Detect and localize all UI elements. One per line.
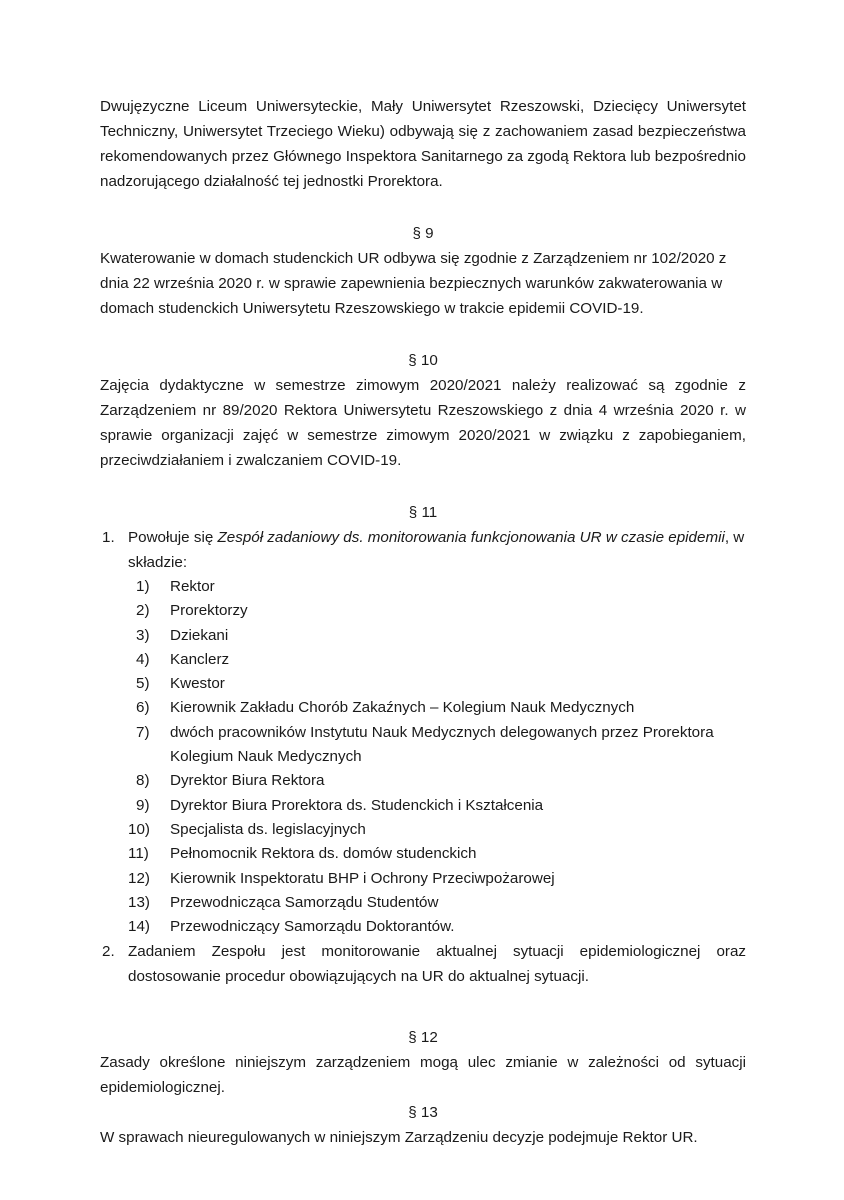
item-number: 4) (136, 650, 150, 668)
item-number: 2) (136, 602, 150, 620)
item-text: Kanclerz (170, 650, 230, 668)
point-number: 2. (102, 943, 115, 961)
item-number: 6) (136, 699, 150, 717)
section-10-text: Zajęcia dydaktyczne w semestrze zimowym 2020/2021 należy realizować są zgodnie z Zarządzeniem nr 89/2020 Rektora Uniwersytetu Rzeszowskiego z dnia 4 września 2020 r. w sprawie organizacji zajęć w semestrze zimowym 2020/2021 w związku z zapobieganiem, przeciwdziałaniem i zwalczaniem COVID-19. (100, 377, 746, 469)
team-members-list (128, 575, 746, 939)
item-number: 10) (128, 820, 150, 838)
list-item (128, 575, 746, 599)
section-heading-11: § 11 (408, 504, 438, 521)
item-text: Specjalista ds. legislacyjnych (170, 820, 366, 838)
item-text: Przewodnicząca Samorządu Studentów (170, 893, 439, 911)
item-number: 5) (136, 675, 150, 693)
item-text: Przewodniczący Samorządu Doktorantów. (170, 918, 455, 936)
list-item (128, 818, 746, 842)
item-number: 3) (136, 626, 150, 644)
list-item (128, 624, 746, 648)
item-number: 8) (136, 772, 150, 790)
item-number: 14) (128, 918, 150, 936)
section-12-text: Zasady określone niniejszym zarządzeniem mogą ulec zmianie w zależności od sytuacji epidemiologicznej. (100, 1054, 746, 1097)
item-number: 13) (128, 893, 150, 911)
section-9-text: Kwaterowanie w domach studenckich UR odbywa się zgodnie z Zarządzeniem nr 102/2020 z dnia 22 września 2020 r. w sprawie zapewnienia bezpiecznych warunków zakwaterowania w domach studenckich Uniwersytetu Rzeszowskiego w trakcie epidemii COVID-19. (100, 250, 727, 317)
section-heading-10: § 10 (408, 352, 438, 369)
point-1 (100, 525, 746, 939)
list-item (128, 867, 746, 891)
point-1-text-before: Powołuje się (128, 529, 218, 546)
list-item (128, 891, 746, 915)
item-text: Pełnomocnik Rektora ds. domów studenckich (170, 845, 477, 863)
item-text: Dziekani (170, 626, 229, 644)
list-item (128, 769, 746, 793)
item-number: 9) (136, 796, 150, 814)
item-number: 1) (136, 578, 150, 595)
item-text: Kierownik Inspektoratu BHP i Ochrony Przeciwpożarowej (170, 869, 555, 887)
list-item (128, 915, 746, 939)
point-1-text-after: , w składzie: (128, 529, 745, 571)
list-item (128, 696, 746, 720)
document-page (100, 94, 746, 1150)
list-item (128, 648, 746, 672)
list-item (128, 599, 746, 623)
intro-paragraph: Dwujęzyczne Liceum Uniwersyteckie, Mały Uniwersytet Rzeszowski, Dziecięcy Uniwersytet Techniczny, Uniwersytet Trzeciego Wieku) odbywają się z zachowaniem zasad bezpieczeństwa rekomendowanych przez Głównego Inspektora Sanitarnego za zgodą Rektora lub bezpośrednio nadzorującego działalność tej jednostki Prorektora. (100, 98, 746, 190)
section-13-text: W sprawach nieuregulowanych w niniejszym Zarządzeniu decyzje podejmuje Rektor UR. (100, 1129, 698, 1147)
item-text: Kierownik Zakładu Chorób Zakaźnych – Kolegium Nauk Medycznych (170, 699, 635, 717)
list-item (128, 721, 746, 770)
section-heading-12: § 12 (408, 1029, 438, 1047)
team-name: Zespół zadaniowy ds. monitorowania funkcjonowania UR w czasie epidemii (217, 529, 725, 546)
item-number: 12) (128, 869, 150, 887)
item-text: dwóch pracowników Instytutu Nauk Medycznych delegowanych przez Prorektora Kolegium Nauk Medycznych (170, 723, 714, 766)
item-text: Dyrektor Biura Rektora (170, 772, 325, 790)
section-11-points (100, 525, 746, 989)
item-text: Prorektorzy (170, 602, 248, 620)
point-2-text: Zadaniem Zespołu jest monitorowanie aktualnej sytuacji epidemiologicznej oraz dostosowanie procedur obowiązujących na UR do aktualnej sytuacji. (128, 943, 746, 986)
point-number: 1. (102, 529, 115, 546)
item-number: 11) (128, 845, 149, 863)
item-text: Kwestor (170, 675, 225, 693)
item-number: 7) (136, 723, 150, 741)
section-heading-9: § 9 (412, 225, 434, 242)
section-heading-13: § 13 (408, 1104, 438, 1122)
point-2 (100, 939, 746, 989)
item-text: Dyrektor Biura Prorektora ds. Studenckich i Kształcenia (170, 796, 544, 814)
item-text: Rektor (170, 578, 215, 595)
list-item (128, 842, 746, 866)
list-item (128, 794, 746, 818)
list-item (128, 672, 746, 696)
